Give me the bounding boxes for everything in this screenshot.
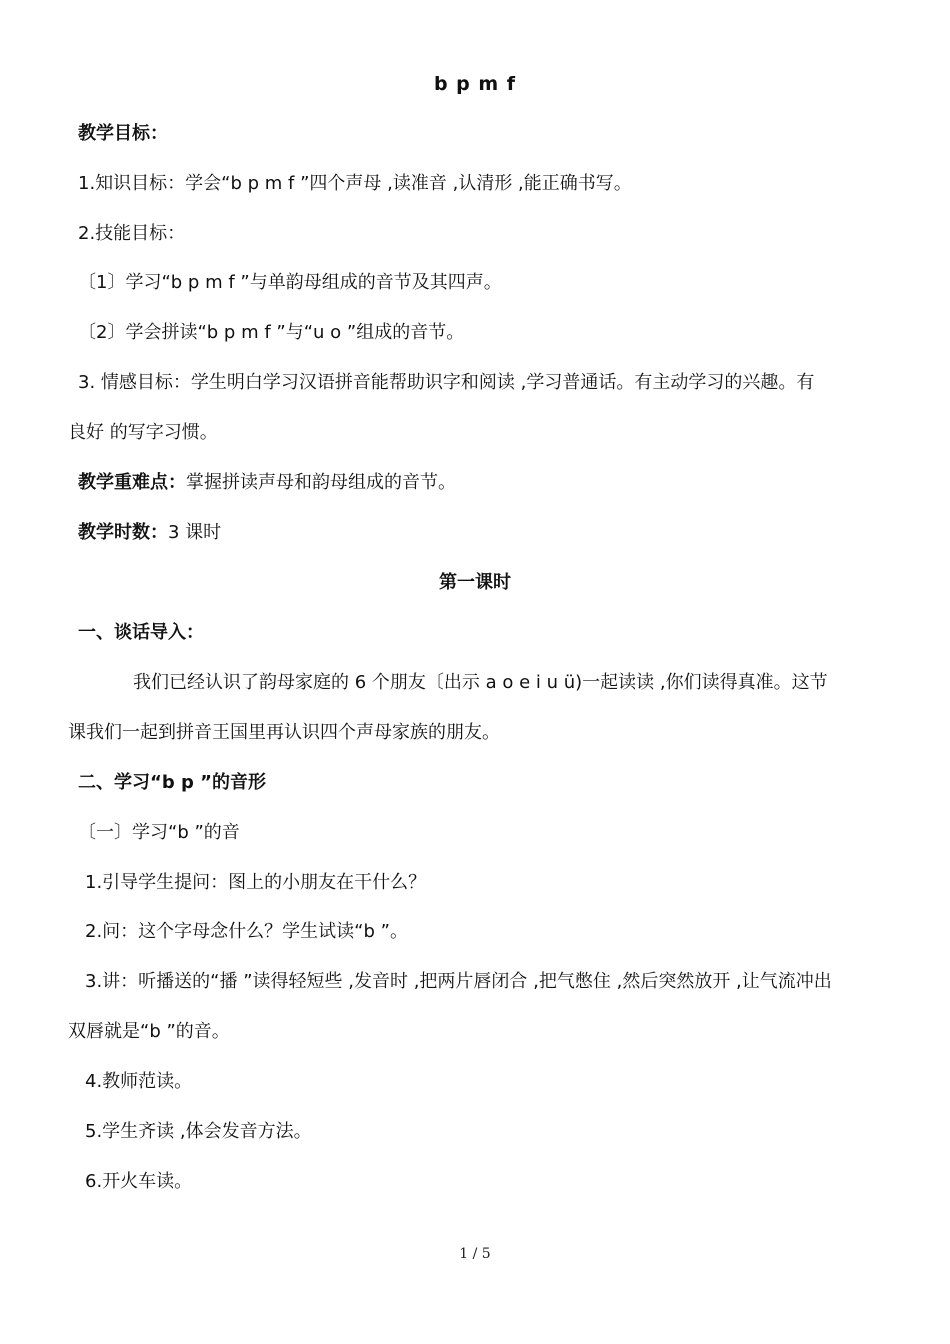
- step-5: 5.学生齐读 ,体会发音方法。: [85, 1121, 312, 1142]
- key-point: [78, 471, 893, 495]
- objective-skill-2: 〔2〕学会拼读“b p m f ”与“u o ”组成的音节。: [78, 322, 465, 343]
- objective-skill-1: 〔1〕学习“b p m f ”与单韵母组成的音节及其四声。: [78, 272, 502, 293]
- objective-knowledge: 1.知识目标：学会“b p m f ”四个声母 ,读准音 ,认清形 ,能正确书写。: [78, 173, 632, 194]
- step-2: 2.问：这个字母念什么？学生试读“b ”。: [85, 921, 408, 942]
- section-2-subheading: 〔一〕学习“b ”的音: [78, 822, 240, 843]
- objectives-heading: 教学目标：: [78, 123, 168, 144]
- objective-emotion-line2: 良好 的写字习惯。: [68, 422, 218, 443]
- document-title: b p m f: [433, 73, 517, 95]
- objective-skill: 2.技能目标：: [78, 223, 186, 244]
- key-point-label: 教学重难点：: [78, 472, 186, 493]
- step-3-line2: 双唇就是“b ”的音。: [68, 1021, 230, 1042]
- teaching-hours: [78, 521, 893, 545]
- objective-emotion-line1: 3. 情感目标：学生明白学习汉语拼音能帮助识字和阅读 ,学习普通话。有主动学习的兴趣。有: [78, 372, 815, 393]
- hours-text: 3 课时: [168, 522, 222, 543]
- section-1-heading: 一、谈话导入：: [78, 622, 204, 643]
- section-2-heading: 二、学习“b p ”的音形: [78, 772, 266, 793]
- step-3-line1: 3.讲：听播送的“播 ”读得轻短些 ,发音时 ,把两片唇闭合 ,把气憋住 ,然后突然放开 ,让气流冲出: [85, 971, 832, 992]
- section-1-para-line2: 课我们一起到拼音王国里再认识四个声母家族的朋友。: [68, 722, 500, 743]
- page-number: 1 / 5: [459, 1246, 491, 1262]
- step-1: 1.引导学生提问：图上的小朋友在干什么？: [85, 872, 427, 893]
- section-1-para-line1: 我们已经认识了韵母家庭的 6 个朋友〔出示 a o e i u ü)一起读读 ,你们读得真准。这节: [133, 672, 828, 693]
- lesson-heading: 第一课时: [439, 572, 511, 593]
- step-6: 6.开火车读。: [85, 1171, 193, 1192]
- hours-label: 教学时数：: [78, 522, 168, 543]
- step-4: 4.教师范读。: [85, 1071, 193, 1092]
- key-point-text: 掌握拼读声母和韵母组成的音节。: [186, 472, 456, 493]
